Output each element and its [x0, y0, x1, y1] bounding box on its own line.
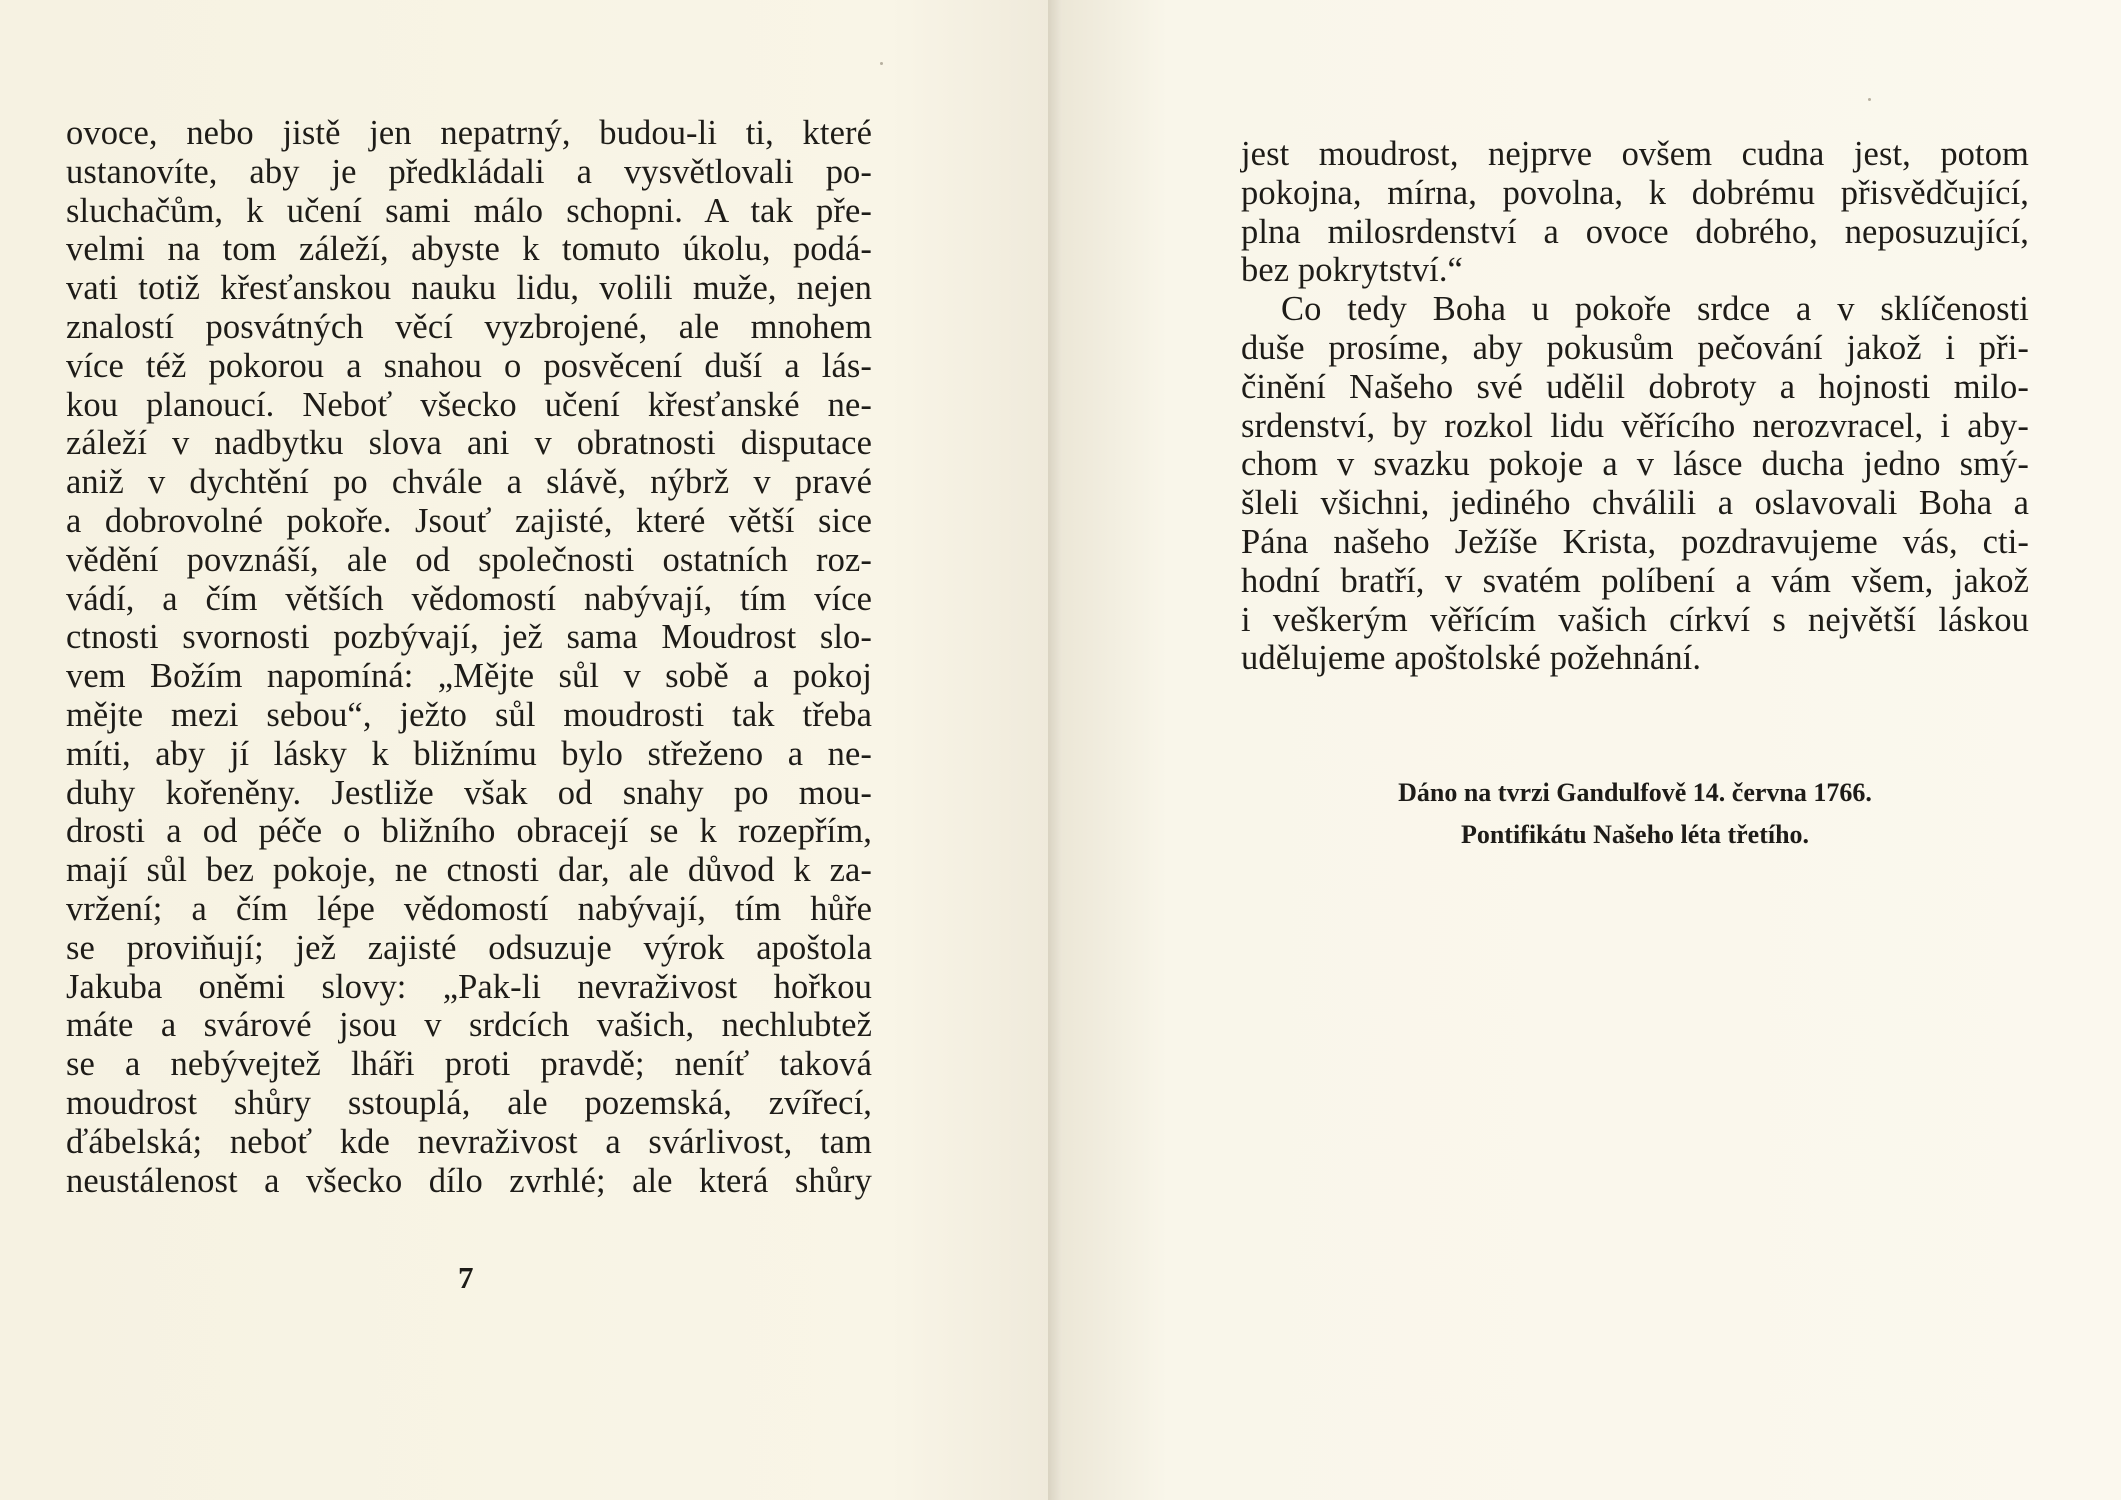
text-line: vědění povznáší, ale od společnosti ostatních roz- [66, 540, 872, 579]
text-line: duhy kořeněny. Jestliže však od snahy po mou- [66, 773, 872, 812]
paper-speck [880, 62, 883, 65]
text-line: a dobrovolné pokoře. Jsouť zajisté, které větší sice [66, 501, 872, 540]
dating-block [1241, 772, 2029, 856]
text-line: Co tedy Boha u pokoře srdce a v sklíčenosti [1281, 290, 2029, 329]
text-line: se a nebývejtež lháři proti pravdě; neníť taková [66, 1045, 872, 1084]
text-line: pokojna, mírna, povolna, k dobrému přisvědčující, [1241, 173, 2029, 212]
text-line: velmi na tom záleží, abyste k tomuto úkolu, podá- [66, 230, 872, 269]
text-line: ctnosti svornosti pozbývají, jež sama Moudrost slo- [66, 618, 872, 657]
text-line: srdenství, by rozkol lidu věřícího nerozvracel, i aby- [1241, 406, 2029, 445]
text-line: drosti a od péče o bližního obracejí se k rozepřím, [66, 812, 872, 851]
text-line: vati totiž křesťanskou nauku lidu, volili muže, nejen [66, 269, 872, 308]
text-line: Pána našeho Ježíše Krista, pozdravujeme vás, cti- [1241, 522, 2029, 561]
text-line: Jakuba oněmi slovy: „Pak-li nevraživost hořkou [66, 967, 872, 1006]
text-line: máte a svárové jsou v srdcích vašich, nechlubtež [66, 1006, 872, 1045]
right-page-text [1241, 135, 2029, 678]
text-line: neustálenost a všecko dílo zvrhlé; ale která shůry [66, 1161, 872, 1200]
text-line: plna milosrdenství a ovoce dobrého, neposuzující, [1241, 212, 2029, 251]
left-page [0, 0, 1048, 1500]
text-line: chom v svazku pokoje a v lásce ducha jedno smý- [1241, 445, 2029, 484]
text-line: mějte mezi sebou“, ježto sůl moudrosti tak třeba [66, 695, 872, 734]
text-line: hodní bratří, v svatém políbení a vám všem, jakož [1241, 561, 2029, 600]
text-line: kou planoucí. Neboť všecko učení křesťanské ne- [66, 385, 872, 424]
text-line: i veškerým věřícím vašich církví s největší láskou [1241, 600, 2029, 639]
paper-speck [1868, 98, 1871, 101]
text-line: sluchačům, k učení sami málo schopni. A tak pře- [66, 191, 872, 230]
text-line: šleli všichni, jediného chválili a oslavovali Boha a [1241, 484, 2029, 523]
text-line: duše prosíme, aby pokusům pečování jakož i při- [1241, 328, 2029, 367]
text-line: se proviňují; jež zajisté odsuzuje výrok apoštola [66, 928, 872, 967]
text-line: ovoce, nebo jistě jen nepatrný, budou-li ti, které [66, 114, 872, 152]
text-line: vádí, a čím větších vědomostí nabývají, tím více [66, 579, 872, 618]
book-gutter [1048, 0, 1062, 1500]
text-line: vržení; a čím lépe vědomostí nabývají, tím hůře [66, 889, 872, 928]
text-line: vem Božím napomíná: „Mějte sůl v sobě a pokoj [66, 657, 872, 696]
page-number: 7 [458, 1260, 474, 1295]
text-line: činění Našeho své udělil dobroty a hojnosti milo- [1241, 367, 2029, 406]
text-line: aniž v dychtění po chvále a slávě, nýbrž v pravé [66, 463, 872, 502]
dating-pontificate: Pontifikátu Našeho léta třetího. [1460, 820, 1810, 849]
text-line: znalostí posvátných věcí vyzbrojené, ale mnohem [66, 307, 872, 346]
dating-place-date: Dáno na tvrzi Gandulfově 14. června 1766. [1398, 778, 1872, 807]
right-page [1062, 0, 2121, 1500]
text-line: ustanovíte, aby je předkládali a vysvětlovali po- [66, 152, 872, 191]
text-line: mají sůl bez pokoje, ne ctnosti dar, ale důvod k za- [66, 851, 872, 890]
left-page-text [66, 114, 872, 1200]
text-line: více též pokorou a snahou o posvěcení duší a lás- [66, 346, 872, 385]
text-line: záleží v nadbytku slova ani v obratnosti disputace [66, 424, 872, 463]
text-line: udělujeme apoštolské požehnání. [1241, 639, 1702, 678]
text-line: jest moudrost, nejprve ovšem cudna jest, potom [1241, 135, 2029, 173]
text-line: bez pokrytství.“ [1241, 251, 1463, 290]
text-line: ďábelská; neboť kde nevraživost a svárlivost, tam [66, 1122, 872, 1161]
text-line: moudrost shůry sstouplá, ale pozemská, zvířecí, [66, 1083, 872, 1122]
text-line: míti, aby jí lásky k bližnímu bylo střeženo a ne- [66, 734, 872, 773]
